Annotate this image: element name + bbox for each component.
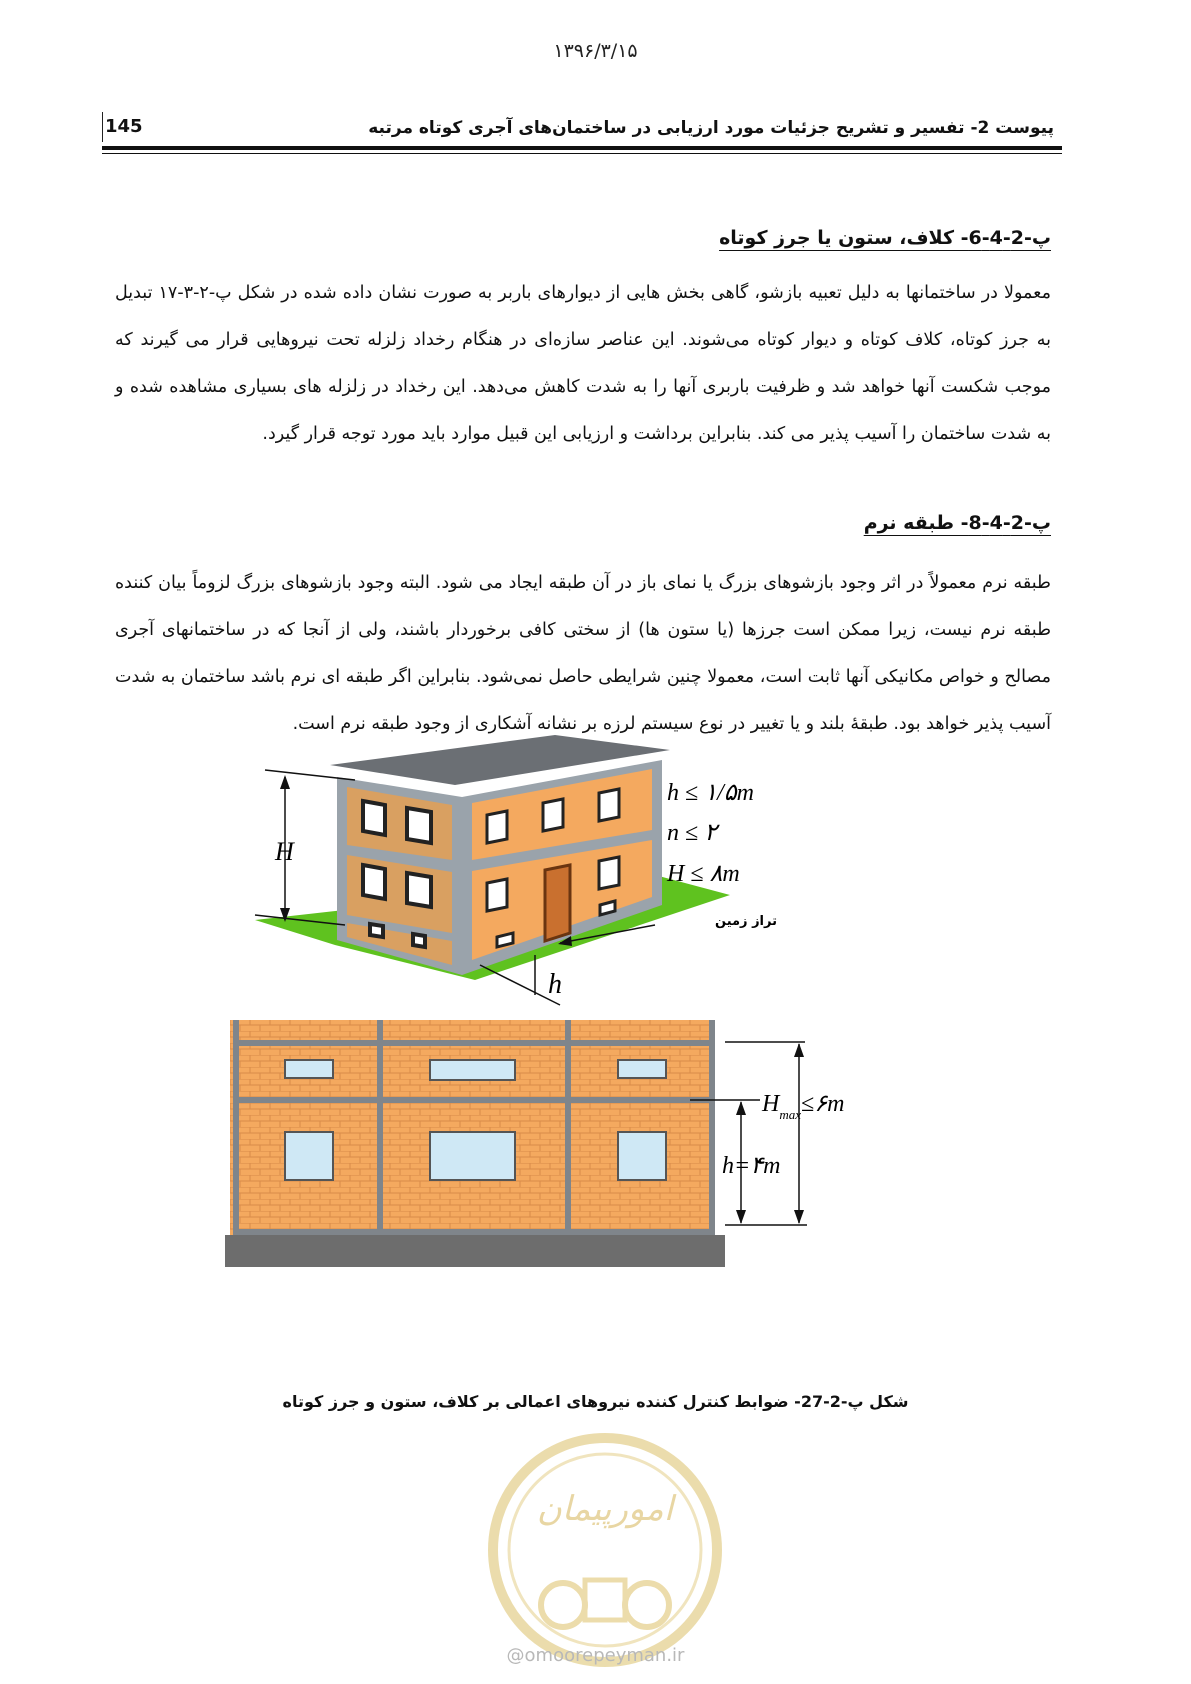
window bbox=[618, 1132, 666, 1180]
column bbox=[377, 1020, 383, 1235]
section-paragraph-short-column: معمولا در ساختمانها به دلیل تعبیه بازشو، گاهی بخش هایی از دیوارهای باربر به صورت نشان داده شده در شکل پ-۲-۳-۱۷ تبدیل به جرز کوتاه، کلاف کوتاه و دیوار کوتاه می‌شوند. این عناصر سازه‌ای در هنگام رخداد زلزله تحت نیروهایی قرار می گیرند که موجب شکست آنها خواهد شد و ظرفیت باربری آنها را به شدت کاهش می‌دهد. این رخداد در زلزله های بسیاری مشاهده شده و به شدت ساختمان را آسیب پذیر می کند. بنابراین برداشت و ارزیابی این قبیل موارد باید مورد توجه قرار گیرد. bbox=[115, 283, 1051, 444]
tie-beam bbox=[233, 1097, 715, 1103]
vent-window bbox=[370, 924, 383, 937]
header-divider bbox=[102, 112, 103, 142]
foundation bbox=[225, 1235, 725, 1267]
label-h-eq: h=۴m bbox=[722, 1153, 781, 1179]
seal-text: امورپیمان bbox=[536, 1489, 674, 1529]
label-hmax: $H_{max}\le ۶m$ bbox=[762, 1091, 845, 1122]
criteria-n: n ≤ ۲ bbox=[667, 820, 718, 846]
window bbox=[363, 865, 385, 899]
tie-beam bbox=[233, 1040, 715, 1046]
omoorepeyman-seal-logo bbox=[485, 1430, 725, 1670]
vent-window bbox=[497, 933, 513, 947]
label-h-small: h bbox=[548, 969, 562, 1000]
building-3d-illustration bbox=[255, 735, 777, 1005]
criteria-H: H ≤ ۸m bbox=[667, 861, 740, 887]
brick-elevation bbox=[225, 1020, 844, 1267]
building-icon bbox=[585, 1580, 625, 1620]
ground-level-label: تراز زمین bbox=[715, 914, 777, 929]
window bbox=[407, 808, 431, 843]
date-stamp: ۱۳۹۶/۳/۱۵ bbox=[553, 40, 638, 62]
vent-window bbox=[413, 934, 425, 947]
section-heading-soft-story: پ-2-4-8- طبقه نرم bbox=[863, 512, 1051, 534]
window bbox=[487, 879, 507, 911]
column bbox=[233, 1020, 239, 1235]
brick-wall bbox=[230, 1020, 715, 1235]
high-window bbox=[285, 1060, 333, 1078]
header-rule bbox=[102, 146, 1062, 150]
site-url-watermark: @omoorepeyman.ir bbox=[506, 1645, 685, 1666]
window bbox=[599, 857, 619, 889]
building-criteria-figure bbox=[225, 780, 885, 1375]
window bbox=[599, 789, 619, 821]
gear-icon bbox=[625, 1583, 669, 1627]
window bbox=[543, 799, 563, 831]
window bbox=[407, 873, 431, 907]
vent-window bbox=[600, 901, 615, 915]
header-rule-thin bbox=[102, 153, 1062, 154]
figure-caption: شکل پ-2-27- ضوابط کنترل کننده نیروهای اعمالی بر کلاف، ستون و جرز کوتاه bbox=[282, 1392, 909, 1411]
column bbox=[709, 1020, 715, 1235]
running-title: پیوست 2- تفسیر و تشریح جزئیات مورد ارزیابی در ساختمان‌های آجری کوتاه مرتبه bbox=[368, 118, 1054, 138]
window bbox=[430, 1132, 515, 1180]
column bbox=[565, 1020, 571, 1235]
window bbox=[487, 811, 507, 843]
page-header bbox=[102, 108, 1062, 148]
label-H: H bbox=[275, 837, 294, 866]
section-paragraph-soft-story: طبقه نرم معمولاً در اثر وجود بازشوهای بزرگ یا نمای باز در آن طبقه ایجاد می شود. البته وجود بازشوهای بزرگ لزوماً بیان کننده طبقه نرم نیست، زیرا ممکن است جرزها (یا ستون ها) از سختی کافی برخوردار باشند، ولی از آنجا که در ساختمانهای آجری مصالح و خواص مکانیکی آنها ثابت است، معمولا چنین شرایطی حاصل نمی‌شود. بنابراین اگر طبقه ای نرم باشد ساختمان به شدت آسیب پذیر خواهد بود. طبقهٔ بلند و یا تغییر در نوع سیستم لرزه بر نشانه آشکاری از وجود طبقه نرم است. bbox=[115, 573, 1051, 734]
window bbox=[285, 1132, 333, 1180]
high-window bbox=[618, 1060, 666, 1078]
window bbox=[363, 801, 385, 835]
high-window bbox=[430, 1060, 515, 1080]
tie-beam bbox=[233, 1229, 715, 1235]
page-number: 145 bbox=[105, 116, 143, 137]
criteria-h: h ≤ ۱/۵m bbox=[667, 780, 754, 806]
section-heading-short-column: پ-2-4-6- کلاف، ستون یا جرز کوتاه bbox=[719, 227, 1051, 249]
gear-icon bbox=[541, 1583, 585, 1627]
door bbox=[545, 865, 570, 941]
